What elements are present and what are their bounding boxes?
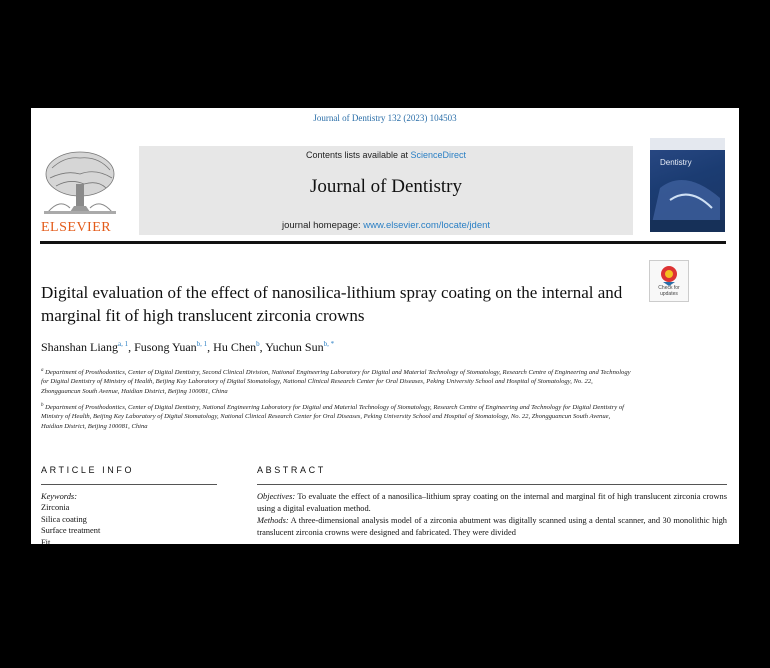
journal-name: Journal of Dentistry (310, 176, 462, 197)
elsevier-wordmark: ELSEVIER (41, 220, 112, 235)
header-divider (40, 241, 726, 244)
cover-title: Dentistry (660, 158, 692, 167)
homepage-prefix: journal homepage: (281, 220, 364, 231)
article-title: Digital evaluation of the effect of nanosilica-lithium spray coating on the internal and marginal fit of high translucent zirconia crowns (41, 283, 623, 325)
keyword-item[interactable]: Surface treatment (41, 526, 101, 536)
homepage-line (139, 220, 633, 231)
check-for-updates-badge[interactable] (649, 260, 689, 302)
affiliation-a: $^a$ Department of Prosthodontics, Center of Digital Dentistry, Second Clinical Division, National Engineering Laboratory for Digital and Material Technology of Stomatology, Research Centre of Engineering and Technology for Digital Dentistry of Ministry of Health, Beijing Key Laboratory of Digital Stomatology, National Clinical Research Center for Oral Diseases, Peking University School and Hospital of Stomatology, No. 22, Zhongguancun South Avenue, Haidian District, Beijing 100081, China (41, 368, 631, 395)
journal-cover[interactable] (650, 138, 725, 232)
updates-label: Check for updates (658, 285, 680, 297)
keyword-item[interactable]: Silica coating (41, 514, 87, 524)
abstract-divider (257, 484, 727, 485)
abstract-methods: Methods: A three-dimensional analysis model of a zirconia abutment was digitally scanned using a dental scanner, and 30 monolithic high translucent zirconia crowns were designed and fabricated. They were divided (257, 516, 727, 537)
keyword-item[interactable]: Zirconia (41, 503, 70, 513)
abstract-objectives: Objectives: To evaluate the effect of a nanosilica–lithium spray coating on the internal and marginal fit of high translucent zirconia crowns using a digital evaluation method. (257, 492, 727, 513)
article-page (31, 108, 739, 544)
cover-art-icon (650, 138, 725, 232)
updates-icon (659, 264, 679, 286)
abstract-text (257, 491, 727, 539)
contents-line (139, 150, 633, 160)
author-list: Shanshan Liang$^{a, 1}$, Fusong Yuan$^{b, 1}$, Hu Chen$^b$, Yuchun Sun$^{b, *}$ (41, 340, 335, 354)
author-3[interactable]: Hu Chen$^b$ (213, 340, 260, 354)
author-2[interactable]: Fusong Yuan$^{b, 1}$ (134, 340, 208, 354)
keyword-item[interactable]: Fit (41, 537, 51, 544)
journal-citation[interactable]: Journal of Dentistry 132 (2023) 104503 (313, 113, 457, 123)
keywords-label: Keywords: (41, 492, 77, 501)
author-4[interactable]: Yuchun Sun$^{b, *}$ (265, 340, 335, 354)
sciencedirect-link[interactable]: ScienceDirect (410, 150, 467, 160)
author-1[interactable]: Shanshan Liang$^{a, 1}$ (41, 340, 129, 354)
article-info-heading: ARTICLE INFO (41, 465, 135, 475)
keywords-block (41, 491, 100, 544)
homepage-link[interactable]: www.elsevier.com/locate/jdent (363, 220, 491, 231)
contents-prefix: Contents lists available at (305, 150, 411, 160)
affiliation-b: $^b$ Department of Prosthodontics, Center of Digital Dentistry, National Engineering Laboratory for Digital and Material Technology of Stomatology, Research Centre of Engineering and Technology for Digital Dentistry of Ministry of Health, Beijing Key Laboratory of Digital Stomatology, National Clinical Research Center for Oral Diseases, Peking University School and Hospital of Stomatology, No. 22, Zhongguancun South Avenue, Haidian District, Beijing 100081, China (41, 403, 624, 430)
article-info-divider (41, 484, 217, 485)
abstract-heading: ABSTRACT (257, 465, 326, 475)
journal-header (139, 146, 633, 235)
